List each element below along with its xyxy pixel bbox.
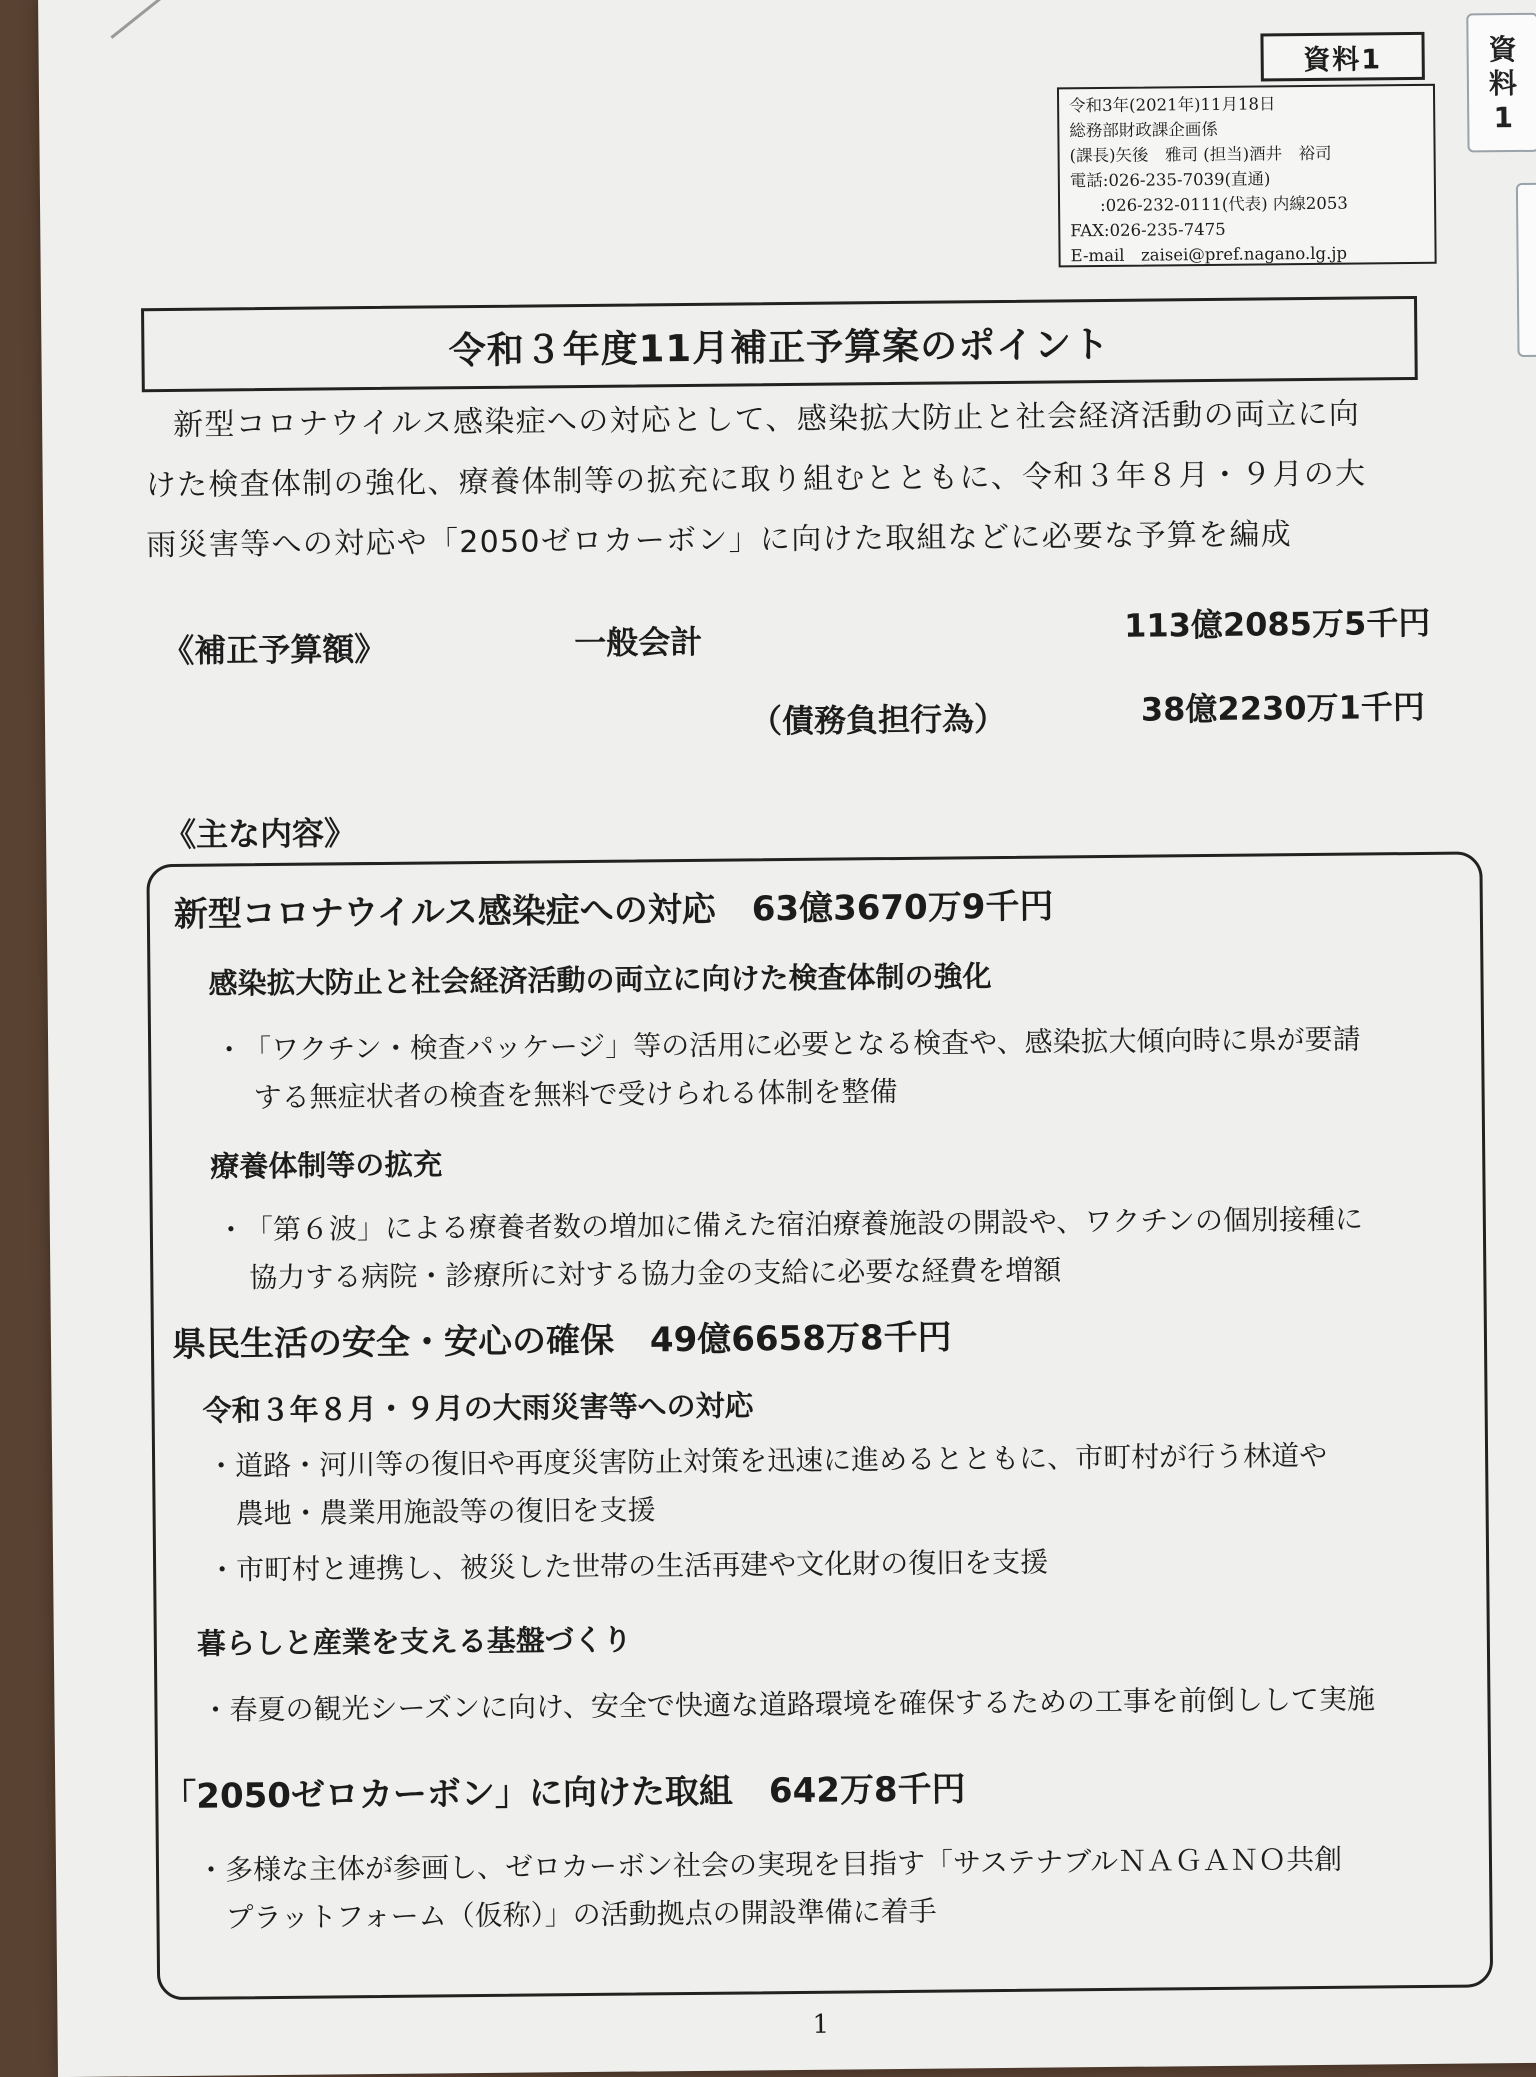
debt-burden-label: （債務負担行為） [749,699,1007,741]
section-safety [172,1309,952,1365]
contact-box [1057,84,1437,268]
bullet-text: 「ワクチン・検査パッケージ」等の活用に必要となる検査や、感染拡大傾向時に県が要請 [242,1022,1361,1067]
budget-heading: 《補正予算額》 [162,629,387,671]
contact-fax: FAX:026-235-7475 [1070,219,1226,241]
contact-date: 令和3年(2021年)11月18日 [1069,94,1276,116]
bullet-dot: ・ [216,1213,246,1247]
bullet-text: 「第６波」による療養者数の増加に備えた宿泊療養施設の開設や、ワクチンの個別接種に [244,1202,1364,1247]
list-item [201,1675,1376,1734]
bullet-text: 多様な主体が参画し、ゼロカーボン社会の実現を目指す「サステナブルＮＡＧＡＮＯ共創 [224,1842,1343,1887]
covid-testing-heading: 感染拡大防止と社会経済活動の両立に向けた検査体制の強化 [208,959,992,1001]
main-content-heading: 《主な内容》 [163,814,357,855]
list-item [216,1196,1364,1303]
document-label: 資料1 [1260,32,1424,82]
bullet-text: プラットフォーム（仮称）」の活動拠点の開設準備に着手 [225,1894,937,1935]
section-carbon-title: 「2050ゼロカーボン」に向けた取組 [162,1771,734,1818]
pen-mark [110,0,167,39]
covid-treatment-heading: 療養体制等の拡充 [210,1147,443,1184]
contact-email: E-mail zaisei@pref.nagano.lg.jp [1070,243,1348,266]
index-tab [1466,13,1536,153]
section-covid-title: 新型コロナウイルス感染症への対応 [173,889,716,935]
index-tab-label: 資料1 [1488,33,1518,135]
main-content-box [146,851,1493,2000]
list-item [214,1016,1361,1123]
bullet-text: 春夏の観光シーズンに向け、安全で快適な道路環境を確保するための工事を前倒しして実施 [229,1682,1376,1727]
bullet-text: 道路・河川等の復旧や再度災害防止対策を迅速に進めるとともに、市町村が行う林道や [234,1438,1328,1483]
list-item [196,1836,1343,1943]
list-item [206,1432,1328,1538]
document-title: 令和３年度11月補正予算案のポイント [141,296,1418,392]
list-item [207,1539,1049,1595]
debt-burden-amount: 38億2230万1千円 [1140,687,1425,729]
contact-tel: 電話:026-235-7039(直通) [1069,169,1271,191]
bullet-text: する無症状者の検査を無料で受けられる体制を整備 [253,1074,898,1115]
index-tab-behind [1516,183,1536,357]
bullet-text: 協力する病院・診療所に対する協力金の支給に必要な経費を増額 [249,1253,1062,1295]
document-page [38,0,1536,2077]
disaster-response-heading: 令和３年８月・９月の大雨災害等への対応 [202,1388,754,1428]
contact-department: 総務部財政課企画係 [1069,119,1218,141]
section-covid-amount: 63億3670万9千円 [751,886,1054,930]
bullet-dot: ・ [196,1853,226,1887]
intro-line: 雨災害等への対応や「2050ゼロカーボン」に向けた取組などに必要な予算を編成 [146,517,1293,564]
page-number: 1 [812,2009,830,2040]
bullet-text: 農地・農業用施設等の復旧を支援 [235,1493,656,1531]
section-carbon-amount: 642万8千円 [768,1769,966,1812]
section-covid [174,878,1054,935]
intro-line: けた検査体制の強化、療養体制等の拡充に取り組むとともに、令和３年８月・９月の大 [145,456,1367,504]
contact-staff: (課長)矢後 雅司 (担当)酒井 裕司 [1069,143,1332,166]
bullet-dot: ・ [214,1033,244,1067]
section-safety-amount: 49億6658万8千円 [649,1317,952,1361]
section-safety-title: 県民生活の安全・安心の確保 [171,1320,615,1365]
bullet-dot: ・ [206,1449,236,1483]
intro-line: 新型コロナウイルス感染症への対応として、感染拡大防止と社会経済活動の両立に向 [172,396,1361,443]
infrastructure-heading: 暮らしと産業を支える基盤づくり [196,1622,633,1661]
section-carbon [162,1761,966,1818]
general-account-label: 一般会計 [574,622,703,663]
general-account-amount: 113億2085万5千円 [1123,603,1431,645]
bullet-text: 市町村と連携し、被災した世帯の生活再建や文化財の復旧を支援 [235,1545,1049,1587]
bullet-dot: ・ [201,1693,230,1727]
bullet-dot: ・ [207,1553,237,1587]
intro-paragraph [145,384,1447,576]
contact-tel-main: :026-232-0111(代表) 内線2053 [1099,193,1348,216]
